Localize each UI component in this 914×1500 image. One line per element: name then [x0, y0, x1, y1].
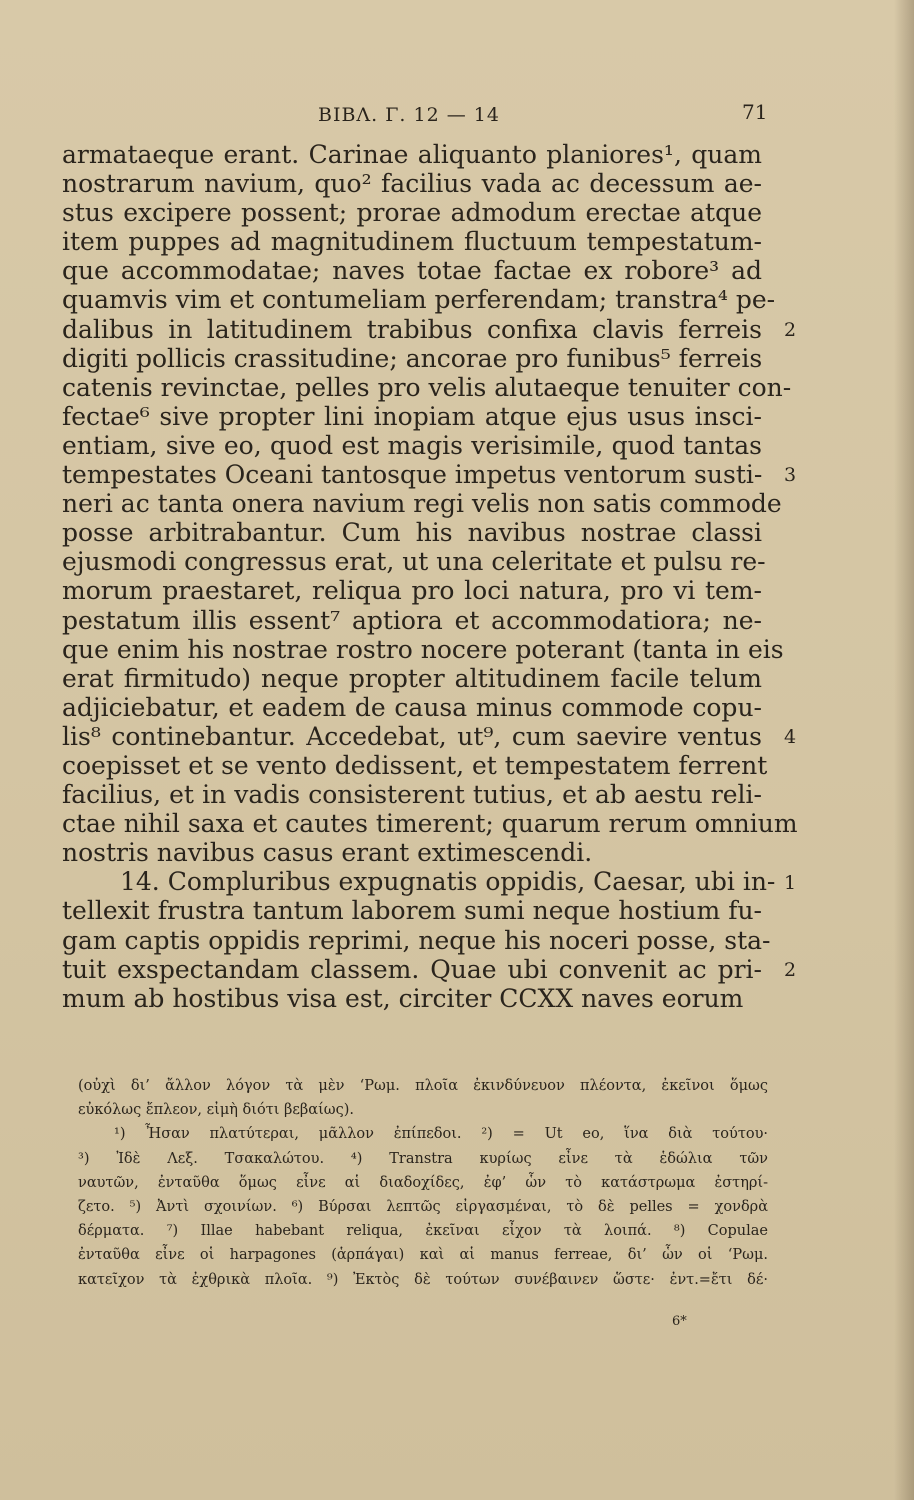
main-text: [62, 140, 798, 1013]
text-line: ejusmodi congressus erat, ut una celeritate et pulsu re-: [62, 547, 766, 577]
margin-section-number: 4: [784, 726, 797, 748]
text-line: gam captis oppidis reprimi, neque his noceri posse, sta-: [62, 925, 771, 955]
text-line: catenis revinctae, pelles pro velis alutaeque tenuiter con-: [62, 372, 792, 402]
text-line: stus excipere possent; prorae admodum erectae atque: [62, 198, 762, 228]
text-line: tempestates Oceani tantosque impetus ventorum susti-: [62, 460, 763, 490]
text-line: entiam, sive eo, quod est magis verisimile, quod tantas: [62, 430, 762, 460]
text-line: morum praestaret, reliqua pro loci natura, pro vi tem-: [62, 576, 762, 606]
text-line: dalibus in latitudinem trabibus confixa clavis ferreis: [62, 314, 762, 344]
text-line: nostrarum navium, quo² facilius vada ac decessum ae-: [62, 169, 762, 199]
margin-section-number: 3: [784, 464, 797, 487]
margin-section-number: 1: [784, 871, 797, 894]
footnote-line: ἐνταῦθα εἶνε οἱ harpagones (ἁρπάγαι) καὶ αἱ manus ferreae, δι’ ὧν οἱ ‘Ρωμ.: [78, 1247, 768, 1264]
footnote-line: κατεῖχον τὰ ἐχθρικὰ πλοῖα. ⁹) Ἐκτὸς δὲ τούτων συνέβαινεν ὥστε· ἐντ.=ἔτι δέ·: [78, 1271, 768, 1288]
signature-mark: 6*: [672, 1314, 687, 1329]
text-line: ctae nihil saxa et cautes timerent; quarum rerum omnium: [62, 809, 798, 839]
footnote-line: δέρματα. ⁷) Illae habebant reliqua, ἐκεῖναι εἶχον τὰ λοιπά. ⁸) Copulae: [78, 1223, 768, 1240]
footnote-line: ¹) Ἦσαν πλατύτεραι, μᾶλλον ἐπίπεδοι. ²) = Ut eo, ἵνα διὰ τούτου·: [114, 1126, 768, 1143]
text-line: nostris navibus casus erant extimescendi.: [62, 838, 593, 868]
running-title: ΒΙΒΛ. Γ. 12 — 14: [318, 104, 500, 126]
text-line: pestatum illis essent⁷ aptiora et accommodatiora; ne-: [62, 605, 762, 635]
footnote-line: ναυτῶν, ἐνταῦθα ὅμως εἶνε αἱ διαδοχίδες, ἐφ’ ὧν τὸ κατάστρωμα ἐστηρί-: [78, 1174, 768, 1191]
footnote-line: ζετο. ⁵) Ἀντὶ σχοινίων. ⁶) Βύρσαι λεπτῶς εἰργασμέναι, τὸ δὲ pelles = χονδρὰ: [78, 1198, 768, 1215]
text-line: tellexit frustra tantum laborem sumi neque hostium fu-: [62, 896, 762, 926]
text-line: mum ab hostibus visa est, circiter CCXX naves eorum: [62, 983, 744, 1013]
margin-section-number: 2: [784, 958, 797, 981]
running-head: [0, 100, 914, 130]
text-line: que enim his nostrae rostro nocere poterant (tanta in eis: [62, 634, 784, 664]
page-edge-shadow: [894, 0, 914, 1500]
text-line: coepisset et se vento dedissent, et tempestatem ferrent: [62, 750, 768, 780]
margin-section-number: 2: [784, 318, 797, 341]
footnote-line: (οὐχὶ δι’ ἄλλον λόγον τὰ μὲν ‘Ρωμ. πλοῖα ἐκινδύνευον πλέοντα, ἐκεῖνοι ὅμως: [78, 1078, 768, 1094]
text-line: lis⁸ continebantur. Accedebat, ut⁹, cum saevire ventus: [62, 721, 762, 751]
text-line: adjiciebatur, et eadem de causa minus commode copu-: [62, 692, 762, 722]
footnotes: [78, 1074, 768, 1292]
text-line: quamvis vim et contumeliam perferendam; transtra⁴ pe-: [62, 285, 776, 315]
text-line: 14. Compluribus expugnatis oppidis, Caesar, ubi in-: [120, 867, 776, 897]
footnote-line: εὐκόλως ἔπλεον, εἰμὴ διότι βεβαίως).: [78, 1102, 354, 1119]
text-line: erat firmitudo) neque propter altitudinem facile telum: [62, 663, 762, 693]
text-line: digiti pollicis crassitudine; ancorae pro funibus⁵ ferreis: [62, 343, 763, 373]
text-line: que accommodatae; naves totae factae ex robore³ ad: [62, 256, 762, 286]
text-line: neri ac tanta onera navium regi velis non satis commode: [62, 489, 782, 519]
text-line: armataeque erant. Carinae aliquanto planiores¹, quam: [62, 140, 762, 169]
text-line: posse arbitrabantur. Cum his navibus nostrae classi: [62, 518, 762, 548]
page-number: 71: [742, 100, 768, 124]
text-line: item puppes ad magnitudinem fluctuum tempestatum-: [62, 227, 762, 257]
text-line: fectae⁶ sive propter lini inopiam atque ejus usus insci-: [62, 401, 762, 431]
text-line: facilius, et in vadis consisterent tutius, et ab aestu reli-: [62, 780, 762, 810]
text-line: tuit exspectandam classem. Quae ubi convenit ac pri-: [62, 954, 762, 984]
footnote-line: ³) Ἰδὲ Λεξ. Τσακαλώτου. ⁴) Transtra κυρίως εἶνε τὰ ἑδώλια τῶν: [78, 1150, 768, 1167]
